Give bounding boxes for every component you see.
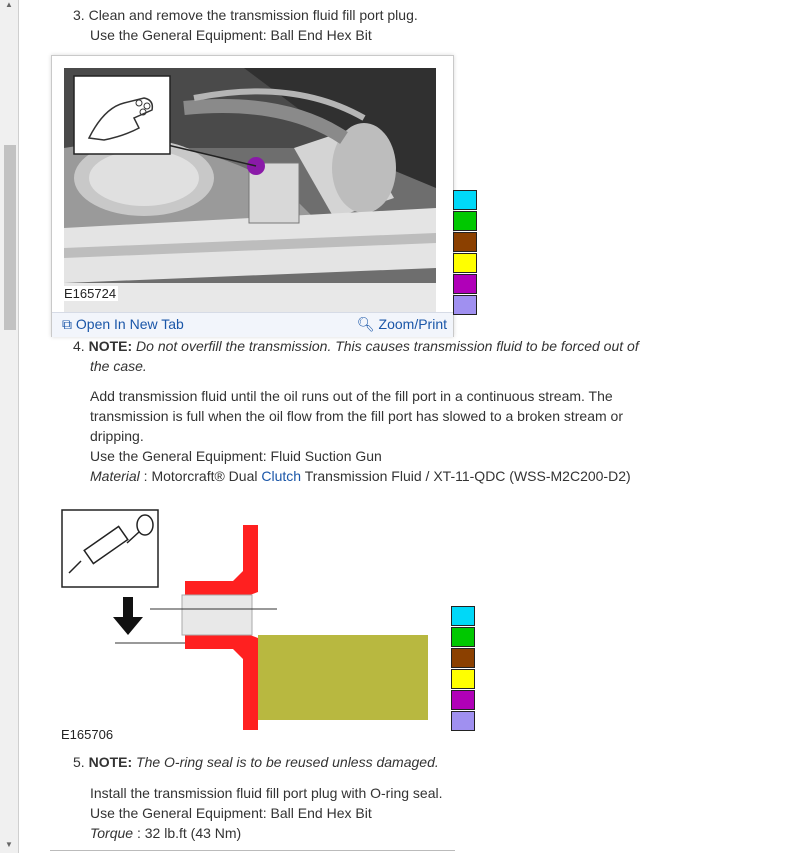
swatch-brown bbox=[451, 648, 475, 668]
torque-value: : 32 lb.ft (43 Nm) bbox=[133, 825, 242, 841]
step4-para-line2: transmission is full when the oil flow from the fill port has slowed to a broken stream or bbox=[90, 408, 624, 424]
open-in-new-tab-link[interactable] bbox=[62, 316, 184, 333]
step4-note-line bbox=[73, 336, 639, 356]
step4-note-label: NOTE: bbox=[88, 338, 133, 354]
material-label: Material bbox=[90, 468, 140, 484]
step5-number: 5. bbox=[73, 754, 85, 770]
scrollbar-thumb[interactable] bbox=[4, 145, 16, 330]
step4-note-text: Do not overfill the transmission. This causes transmission fluid to be forced out of bbox=[136, 338, 639, 354]
figure1-toolbar bbox=[52, 312, 453, 337]
figure2-id: E165706 bbox=[61, 727, 114, 742]
step4-material bbox=[90, 466, 631, 486]
swatch-green bbox=[453, 211, 477, 231]
color-swatches-2 bbox=[451, 606, 475, 732]
figure1-illustration bbox=[64, 68, 436, 312]
zoom-icon: 🔍︎ bbox=[356, 316, 375, 332]
step5-note-text: The O-ring seal is to be reused unless damaged. bbox=[136, 754, 439, 770]
step5-torque bbox=[90, 823, 241, 843]
step4-number: 4. bbox=[73, 338, 85, 354]
swatch-brown bbox=[453, 232, 477, 252]
step4-para-line1: Add transmission fluid until the oil runs out of the fill port in a continuous stream. The bbox=[90, 388, 613, 404]
torque-label: Torque bbox=[90, 825, 134, 841]
step4-para-line3: dripping. bbox=[90, 428, 144, 444]
zoom-print-link[interactable] bbox=[357, 316, 447, 333]
figure2-illustration bbox=[55, 505, 445, 745]
swatch-magenta bbox=[451, 690, 475, 710]
step5-equipment: Use the General Equipment: Ball End Hex Bit bbox=[90, 805, 372, 821]
step5-note-label: NOTE: bbox=[88, 754, 133, 770]
swatch-cyan bbox=[453, 190, 477, 210]
step4-equipment: Use the General Equipment: Fluid Suction Gun bbox=[90, 448, 382, 464]
swatch-cyan bbox=[451, 606, 475, 626]
figure1-panel bbox=[51, 55, 454, 337]
swatch-yellow bbox=[451, 669, 475, 689]
material-sep: : Motorcraft® Dual bbox=[139, 468, 262, 484]
swatch-lavender bbox=[453, 295, 477, 315]
section-divider bbox=[50, 850, 455, 851]
material-rest: Transmission Fluid / XT-11-QDC (WSS-M2C200-D2) bbox=[301, 468, 631, 484]
swatch-lavender bbox=[451, 711, 475, 731]
swatch-green bbox=[451, 627, 475, 647]
step5-para: Install the transmission fluid fill port plug with O-ring seal. bbox=[90, 785, 443, 801]
step5-note-line bbox=[73, 752, 439, 772]
zoom-print-label: Zoom/Print bbox=[378, 316, 447, 332]
swatch-yellow bbox=[453, 253, 477, 273]
scroll-up-icon[interactable]: ▲ bbox=[5, 0, 13, 9]
scroll-down-icon[interactable]: ▼ bbox=[5, 840, 13, 849]
step3-line bbox=[73, 5, 418, 25]
color-swatches-1 bbox=[453, 190, 477, 316]
step3-text: Clean and remove the transmission fluid fill port plug. bbox=[88, 7, 418, 23]
clutch-link[interactable]: Clutch bbox=[261, 468, 302, 484]
step4-note-cont: the case. bbox=[90, 358, 147, 374]
swatch-magenta bbox=[453, 274, 477, 294]
open-tab-label: Open In New Tab bbox=[75, 316, 184, 332]
figure1-id: E165724 bbox=[64, 286, 117, 301]
step3-equipment: Use the General Equipment: Ball End Hex Bit bbox=[90, 27, 372, 43]
vertical-scrollbar[interactable] bbox=[0, 0, 19, 853]
step3-number: 3. bbox=[73, 7, 85, 23]
open-tab-icon: ⧉ bbox=[62, 316, 72, 332]
